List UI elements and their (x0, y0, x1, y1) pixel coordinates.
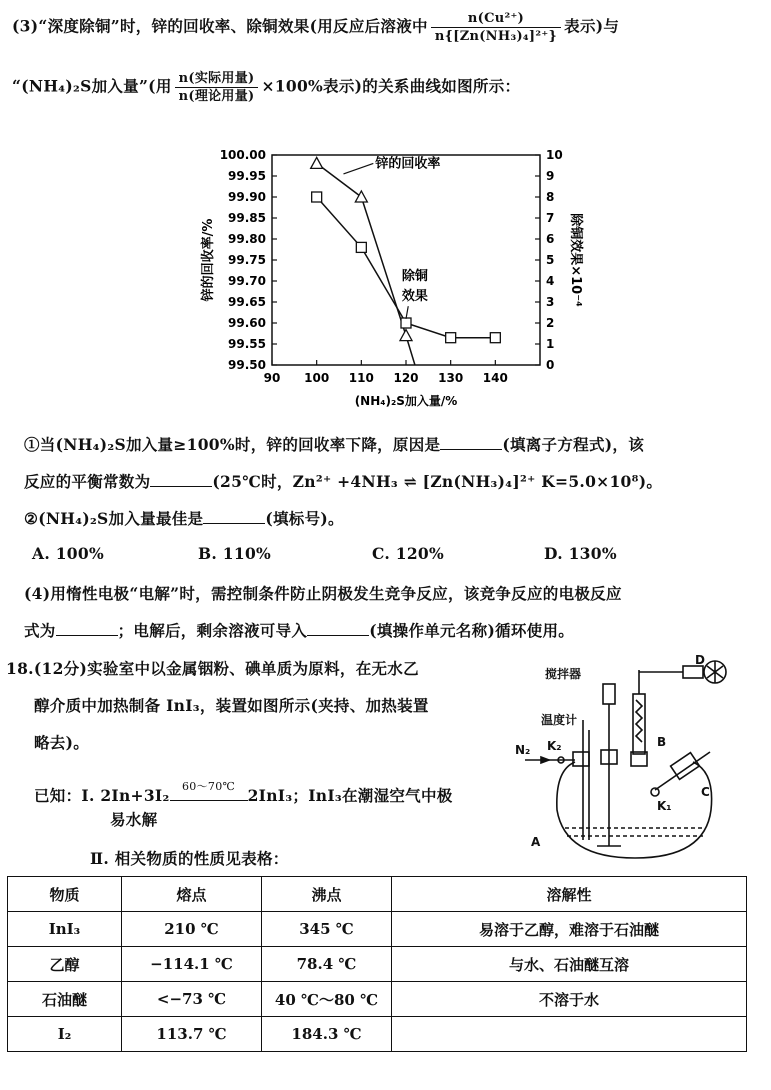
k2-label: K₂ (547, 739, 562, 753)
table-cell: 210 ℃ (122, 912, 262, 947)
table-cell: −114.1 ℃ (122, 947, 262, 982)
reaction-arrow (170, 780, 248, 801)
y-right-tick-label: 2 (546, 316, 555, 330)
stirrer (603, 684, 615, 704)
q3-line1 (12, 10, 619, 45)
fraction1-numerator: n(Cu²⁺) (431, 10, 561, 28)
q18-line2: 醇介质中加热制备 InI₃，装置如图所示(夹持、加热装置 (34, 696, 429, 715)
table-cell: 石油醚 (8, 982, 122, 1017)
y-right-tick-label: 6 (546, 232, 555, 246)
s2-text-b: (填标号)。 (265, 509, 344, 528)
q18-known2: Ⅱ. 相关物质的性质见表格： (90, 849, 289, 868)
table-cell: 乙醇 (8, 947, 122, 982)
zinc-annotation: 锌的回收率 (375, 156, 441, 172)
y-left-tick-label: 99.50 (228, 358, 266, 372)
header-substance: 物质 (8, 877, 122, 912)
q18-line3: 略去)。 (34, 733, 90, 752)
y-left-tick-label: 99.60 (228, 316, 266, 330)
copper-removal-point (356, 242, 366, 252)
q3-line1-text: (3)“深度除铜”时，锌的回收率、除铜效果(用反应后溶液中 (12, 16, 428, 36)
q4-line1: (4)用惰性电极“电解”时，需控制条件防止阴极发生竞争反应，该竞争反应的电极反应 (24, 584, 622, 603)
s1-text-a: ①当(NH₄)₂S加入量≥100%时，锌的回收率下降，原因是 (24, 435, 441, 454)
table-row (8, 982, 747, 1017)
table-cell (392, 1017, 747, 1052)
properties-table (7, 876, 747, 1052)
copper-removal-point (312, 192, 322, 202)
q3-s1-line2 (24, 470, 662, 492)
x-tick-label: 120 (393, 371, 419, 385)
table-cell: <−73 ℃ (122, 982, 262, 1017)
y-right-tick-label: 8 (546, 190, 555, 204)
q3-line2-text: “(NH₄)₂S加入量”(用 (12, 76, 172, 96)
c-label: C (701, 785, 710, 799)
q3-s1-line1 (24, 433, 644, 455)
y-left-tick-label: 100.00 (219, 148, 266, 162)
answer-blank-5[interactable] (307, 621, 369, 636)
table-cell: 184.3 ℃ (262, 1017, 392, 1052)
q18-known1 (34, 780, 453, 806)
n2-label: N₂ (515, 743, 531, 757)
s1-text-b: (填离子方程式)，该 (502, 435, 644, 454)
b-label: B (657, 735, 667, 749)
y-left-tick-label: 99.70 (228, 274, 266, 288)
q4-line2 (24, 619, 574, 641)
x-tick-label: 100 (304, 371, 330, 385)
copper-removal-point (490, 333, 500, 343)
header-solubility: 溶解性 (392, 877, 747, 912)
table-cell: 78.4 ℃ (262, 947, 392, 982)
zinc-recovery-point (311, 157, 323, 168)
table-row (8, 912, 747, 947)
q4-text-b: ；电解后，剩余溶液可导入 (117, 621, 308, 640)
y-left-tick-label: 99.95 (228, 169, 266, 183)
answer-blank-4[interactable] (56, 621, 118, 636)
known-reaction-left: 已知：Ⅰ. 2In+3I₂ (34, 786, 170, 805)
y-left-tick-label: 99.85 (228, 211, 266, 225)
q3-line2 (12, 70, 520, 105)
y-left-tick-label: 99.90 (228, 190, 266, 204)
d-label: D (695, 653, 705, 667)
y-left-tick-label: 99.65 (228, 295, 266, 309)
y-left-tick-label: 99.75 (228, 253, 266, 267)
x-axis-label: (NH₄)₂S加入量/% (354, 394, 458, 408)
y-right-tick-label: 1 (546, 337, 555, 351)
table-cell: 345 ℃ (262, 912, 392, 947)
copper-removal-point (401, 318, 411, 328)
copper-removal-point (446, 333, 456, 343)
header-melting-point: 熔点 (122, 877, 262, 912)
q18-line1: 18.(12分)实验室中以金属铟粉、碘单质为原料，在无水乙 (6, 659, 419, 678)
zinc-leader-line (343, 163, 373, 174)
table-cell: 与水、石油醚互溶 (392, 947, 747, 982)
y-left-tick-label: 99.80 (228, 232, 266, 246)
known-reaction-right: 2InI₃；InI₃在潮湿空气中极 (247, 786, 453, 805)
option-b[interactable]: B. 110% (198, 544, 272, 563)
table-cell: InI₃ (8, 912, 122, 947)
table-cell: 113.7 ℃ (122, 1017, 262, 1052)
reaction-condition: 60～70℃ (182, 780, 236, 793)
table-cell: 不溶于水 (392, 982, 747, 1017)
q3-line2-post: ×100%表示)的关系曲线如图所示： (261, 76, 521, 96)
option-a[interactable]: A. 100% (32, 544, 105, 563)
table-cell: 40 ℃～80 ℃ (262, 982, 392, 1017)
s1-text-c: 反应的平衡常数为 (24, 472, 151, 491)
fraction2-numerator: n(实际用量) (175, 70, 259, 88)
y-right-tick-label: 10 (546, 148, 563, 162)
y-left-axis-label: 锌的回收率/% (201, 218, 216, 302)
q4-text-c: (填操作单元名称)循环使用。 (369, 621, 575, 640)
header-boiling-point: 沸点 (262, 877, 392, 912)
table-cell: 易溶于乙醇，难溶于石油醚 (392, 912, 747, 947)
fraction2-denominator: n(理论用量) (178, 89, 255, 104)
q3-line1-post: 表示)与 (564, 16, 620, 36)
option-d[interactable]: D. 130% (544, 544, 617, 563)
q3-s2-line (24, 507, 344, 529)
answer-blank-2[interactable] (150, 472, 212, 487)
table-row (8, 947, 747, 982)
y-right-tick-label: 7 (546, 211, 555, 225)
x-tick-label: 90 (263, 371, 281, 385)
q4-text-a: 式为 (24, 621, 56, 640)
x-tick-label: 130 (438, 371, 464, 385)
x-tick-label: 110 (348, 371, 374, 385)
apparatus-diagram (505, 650, 765, 870)
y-left-tick-label: 99.55 (228, 337, 266, 351)
option-c[interactable]: C. 120% (372, 544, 445, 563)
answer-blank-1[interactable] (440, 435, 502, 450)
stirrer-label: 搅拌器 (545, 667, 582, 681)
copper-annotation-line2: 效果 (401, 288, 428, 304)
q18-known1-cont: 易水解 (110, 810, 158, 829)
s1-text-d: (25℃时，Zn²⁺ +4NH₃ ⇌ [Zn(NH₃)₄]²⁺ K=5.0×10⁸)。 (212, 472, 663, 491)
fraction1-denominator: n{[Zn(NH₃)₄]²⁺} (434, 29, 558, 44)
a-label: A (531, 835, 541, 849)
y-right-tick-label: 0 (546, 358, 555, 372)
table-row (8, 1017, 747, 1052)
y-right-tick-label: 9 (546, 169, 555, 183)
s2-text-a: ②(NH₄)₂S加入量最佳是 (24, 509, 204, 528)
table-cell: I₂ (8, 1017, 122, 1052)
cu-zn-fraction (431, 10, 561, 45)
y-right-tick-label: 3 (546, 295, 555, 309)
copper-leader-line (406, 306, 408, 319)
x-tick-label: 140 (482, 371, 508, 385)
k1-label: K₁ (657, 799, 672, 813)
zinc-recovery-point (355, 191, 367, 202)
y-right-tick-label: 4 (546, 274, 555, 288)
table-header-row (8, 877, 747, 912)
y-right-axis-label: 除铜效果×10⁻⁴ (568, 213, 583, 307)
answer-blank-3[interactable] (203, 509, 265, 524)
usage-fraction (175, 70, 259, 105)
thermometer-label: 温度计 (541, 713, 578, 727)
copper-annotation-line1: 除铜 (401, 268, 428, 284)
zinc-recovery-point (400, 330, 412, 341)
y-right-tick-label: 5 (546, 253, 555, 267)
three-neck-flask (557, 762, 712, 858)
series-line-triangle (317, 163, 415, 365)
